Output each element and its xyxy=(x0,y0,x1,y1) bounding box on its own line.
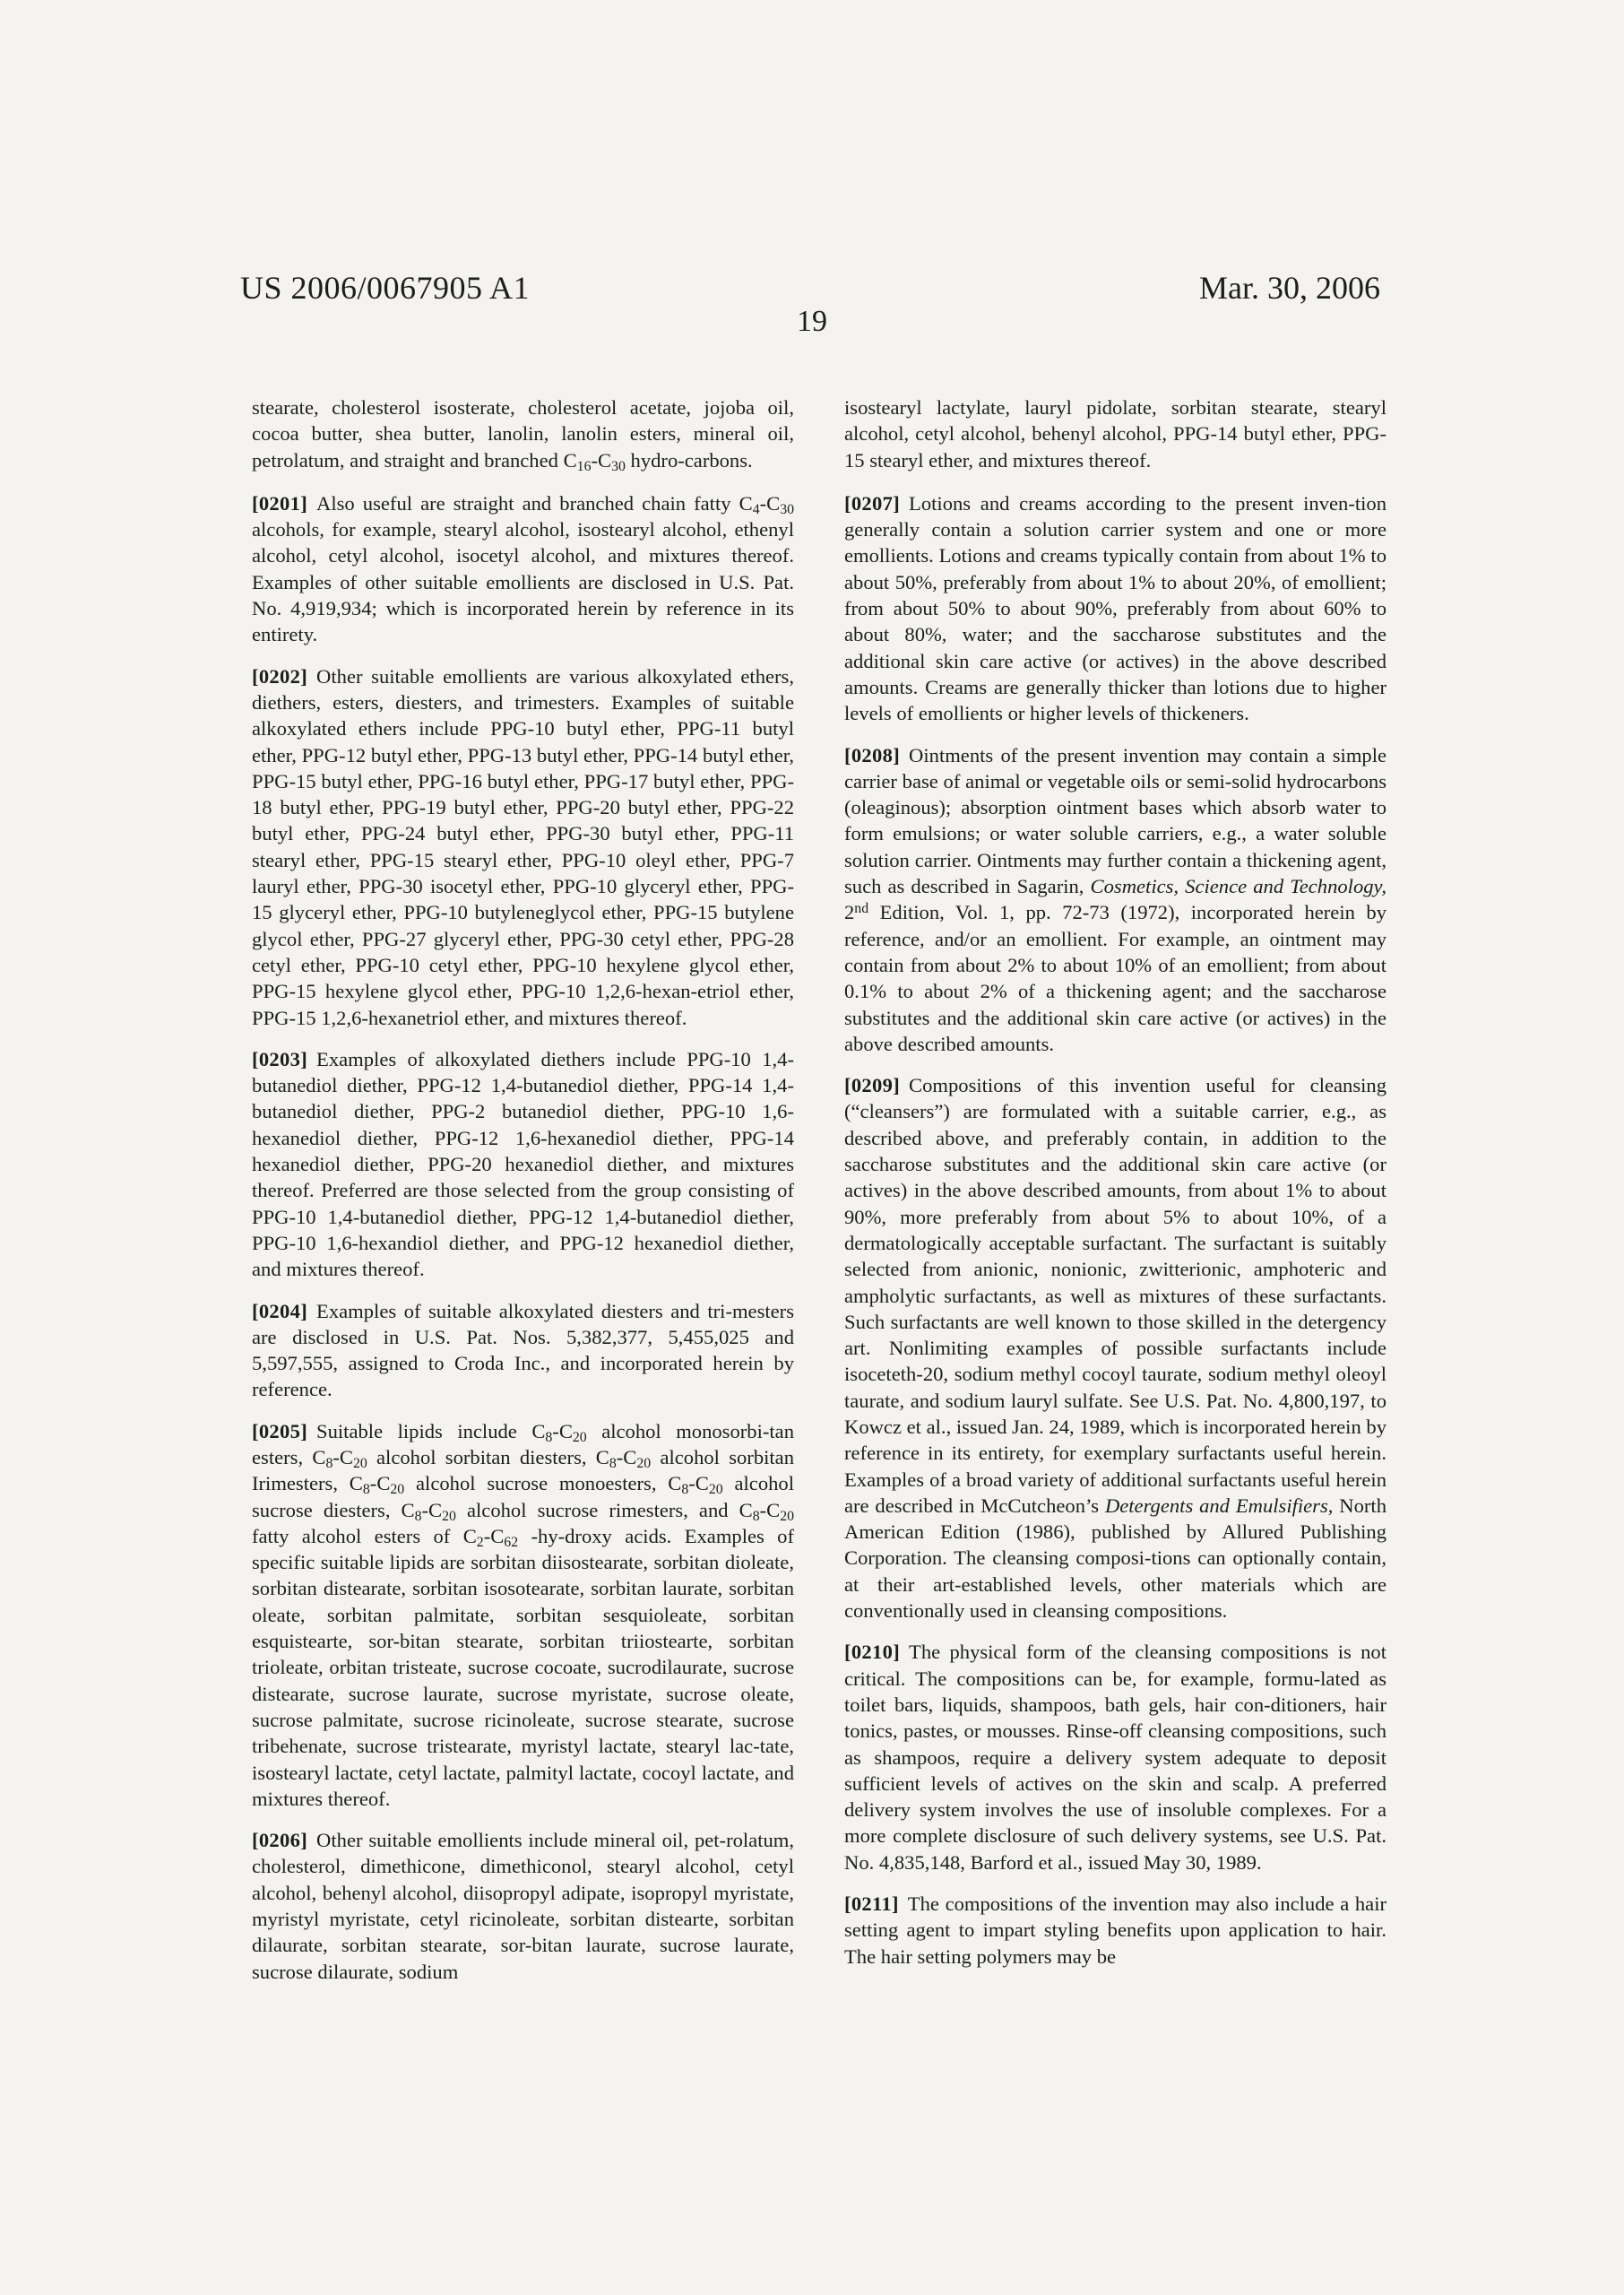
paragraph-text: stearate, cholesterol isosterate, cholesterol acetate, jojoba oil, cocoa butter, shea butter, lanolin, lanolin esters, mineral oil, petrolatum, and straight and branched $C_{16}-C_{30}$ hydro-carbons. xyxy=(252,396,794,474)
paragraph-number: [0211] xyxy=(844,1892,899,1916)
paragraph-0201 xyxy=(252,490,794,648)
paragraph-text: Lotions and creams according to the present inven-tion generally contain a solution carrier system and one or more emollients. Lotions and creams typically contain from about 1% to about 50%, preferably from about 1% to about 20%, of emollient; from about 50% to about 90%, preferably from about 60% to about 80%, water; and the saccharose substitutes and the additional skin care active (or actives) in the above described amounts. Creams are generally thicker than lotions due to higher levels of emollients or higher levels of thickeners. xyxy=(844,491,1386,725)
paragraph-number: [0209] xyxy=(844,1074,901,1097)
paragraph-text: Also useful are straight and branched chain fatty $C_4-C_{30}$ alcohols, for example, stearyl alcohol, isostearyl alcohol, ethenyl alcohol, cetyl alcohol, isocetyl alcohol, and mixtures thereof. Examples of other suitable emollients are disclosed in U.S. Pat. No. 4,919,934; which is incorporated herein by reference in its entirety. xyxy=(252,491,794,646)
publication-date: Mar. 30, 2006 xyxy=(1199,270,1380,306)
paragraph-text: Examples of alkoxylated diethers include PPG-10 1,4-butanediol diether, PPG-12 1,4-butanediol diether, PPG-14 1,4-butanediol diether, PPG-2 butanediol diether, PPG-10 1,6-hexanediol diether, PPG-12 1,6-hexanediol diether, PPG-14 hexanediol diether, PPG-20 hexanediol diether, and mixtures thereof. Preferred are those selected from the group consisting of PPG-10 1,4-butanediol diether, PPG-12 1,4-butanediol diether, PPG-10 1,6-hexandiol diether, and PPG-12 hexanediol diether, and mixtures thereof. xyxy=(252,1047,794,1281)
paragraph-number: [0208] xyxy=(844,743,901,766)
paragraph-text: Compositions of this invention useful for cleansing (“cleansers”) are formulated with a suitable carrier, e.g., as described above, and preferably contain, in addition to the saccharose substitutes and the additional skin care active (or actives) in the above described amounts, from about 1% to about 90%, more preferably from about 5% to about 10%, of a dermatologically acceptable surfactant. The surfactant is suitably selected from anionic, nonionic, zwitterionic, amphoteric and ampholytic surfactants, as well as mixtures of these surfactants. Such surfactants are well known to those skilled in the detergency art. Nonlimiting examples of possible surfactants include isoceteth-20, sodium methyl cocoyl taurate, sodium methyl oleoyl taurate, and sodium lauryl sulfate. See U.S. Pat. No. 4,800,197, to Kowcz et al., issued Jan. 24, 1989, which is incorporated herein by reference in its entirety, for exemplary surfactants useful herein. Examples of a broad variety of additional surfactants useful herein are described in McCutcheon’s Detergents and Emulsifiers, North American Edition (1986), published by Allured Publishing Corporation. The cleansing composi-tions can optionally contain, at their art-established levels, other materials which are conventionally used in cleansing compositions. xyxy=(844,1074,1386,1623)
paragraph-number: [0205] xyxy=(252,1419,308,1442)
paragraph-text: Examples of suitable alkoxylated diesters and tri-mesters are disclosed in U.S. Pat. Nos. 5,382,377, 5,455,025 and 5,597,555, assigned to Croda Inc., and incorporated herein by reference. xyxy=(252,1299,794,1401)
paragraph-number: [0206] xyxy=(252,1829,308,1852)
paragraph-number: [0207] xyxy=(844,491,901,515)
paragraph-text: isostearyl lactylate, lauryl pidolate, sorbitan stearate, stearyl alcohol, cetyl alcohol, behenyl alcohol, PPG-14 butyl ether, PPG-15 stearyl ether, and mixtures thereof. xyxy=(844,396,1386,472)
paragraph-number: [0210] xyxy=(844,1641,901,1664)
paragraph-0207 xyxy=(844,490,1386,727)
paragraph-0210 xyxy=(844,1639,1386,1875)
paragraph-continuation xyxy=(252,394,794,473)
paragraph-number: [0203] xyxy=(252,1047,308,1070)
paragraph-0211 xyxy=(844,1891,1386,1970)
page-number: 19 xyxy=(797,305,827,338)
paragraph-0205 xyxy=(252,1418,794,1812)
paragraph-0206 xyxy=(252,1827,794,1985)
paragraph-continuation xyxy=(844,394,1386,473)
paragraph-text: Other suitable emollients include mineral oil, pet-rolatum, cholesterol, dimethicone, dimethiconol, stearyl alcohol, cetyl alcohol, behenyl alcohol, diisopropyl adipate, isopropyl myristate, myristyl myristate, cetyl ricinoleate, sorbitan distearte, sorbitan dilaurate, sorbitan stearate, sor-bitan laurate, sucrose laurate, sucrose dilaurate, sodium xyxy=(252,1829,794,1983)
paragraph-text: The compositions of the invention may also include a hair setting agent to impart styling benefits upon application to hair. The hair setting polymers may be xyxy=(844,1892,1386,1968)
paragraph-text: Other suitable emollients are various alkoxylated ethers, diethers, esters, diesters, and trimesters. Examples of suitable alkoxylated ethers include PPG-10 butyl ether, PPG-11 butyl ether, PPG-12 butyl ether, PPG-13 butyl ether, PPG-14 butyl ether, PPG-15 butyl ether, PPG-16 butyl ether, PPG-17 butyl ether, PPG-18 butyl ether, PPG-19 butyl ether, PPG-20 butyl ether, PPG-22 butyl ether, PPG-24 butyl ether, PPG-30 butyl ether, PPG-11 stearyl ether, PPG-15 stearyl ether, PPG-10 oleyl ether, PPG-7 lauryl ether, PPG-30 isocetyl ether, PPG-10 glyceryl ether, PPG-15 glyceryl ether, PPG-10 butyleneglycol ether, PPG-15 butylene glycol ether, PPG-27 glyceryl ether, PPG-30 cetyl ether, PPG-28 cetyl ether, PPG-10 cetyl ether, PPG-10 hexylene glycol ether, PPG-15 hexylene glycol ether, PPG-10 1,2,6-hexan-etriol ether, PPG-15 1,2,6-hexanetriol ether, and mixtures thereof. xyxy=(252,664,794,1029)
paragraph-number: [0204] xyxy=(252,1299,308,1322)
paragraph-text: Suitable lipids include $C_8-C_{20}$ alcohol monosorbi-tan esters, $C_8-C_{20}$ alcohol sorbitan diesters, $C_8-C_{20}$ alcohol sorbitan Irimesters, $C_8-C_{20}$ alcohol sucrose monoesters, $C_8-C_{20}$ alcohol sucrose diesters, $C_8-C_{20}$ alcohol sucrose rimesters, and $C_8-C_{20}$ fatty alcohol esters of $C_2-C_{62}$ -hy-droxy acids. Examples of specific suitable lipids are sorbitan diisostearate, sorbitan dioleate, sorbitan distearate, sorbitan isosotearate, sorbitan laurate, sorbitan oleate, sorbitan palmitate, sorbitan sesquioleate, sorbitan esquistearte, sor-bitan stearate, sorbitan triiostearte, sorbitan trioleate, orbitan tristeate, sucrose cocoate, sucrodilaurate, sucrose distearate, sucrose laurate, sucrose myristate, sucrose oleate, sucrose palmitate, sucrose ricinoleate, sucrose stearate, sucrose tribehenate, sucrose tristearate, myristyl lactate, stearyl lac-tate, isostearyl lactate, cetyl lactate, palmityl lactate, cocoyl lactate, and mixtures thereof. xyxy=(252,1419,795,1810)
paragraph-0202 xyxy=(252,663,794,1031)
paragraph-0203 xyxy=(252,1046,794,1283)
paragraph-0208 xyxy=(844,742,1386,1058)
right-text-column xyxy=(844,394,1386,1985)
paragraph-0204 xyxy=(252,1298,794,1403)
paragraph-text: Ointments of the present invention may contain a simple carrier base of animal or vegetable oils or semi-solid hydrocarbons (oleaginous); absorption ointment bases which absorb water to form emulsions; or water soluble carriers, e.g., a water soluble solution carrier. Ointments may further contain a thickening agent, such as described in Sagarin, Cosmetics, Science and Technology, 2nd Edition, Vol. 1, pp. 72-73 (1972), incorporated herein by reference, and/or an emollient. For example, an ointment may contain from about 2% to about 10% of an emollient; from about 0.1% to about 2% of a thickening agent; and the saccharose substitutes and the additional skin care active (or actives) in the above described amounts. xyxy=(844,743,1386,1055)
left-text-column xyxy=(252,394,794,2000)
paragraph-number: [0201] xyxy=(252,491,308,515)
paragraph-number: [0202] xyxy=(252,664,308,688)
paragraph-0209 xyxy=(844,1072,1386,1624)
publication-number: US 2006/0067905 A1 xyxy=(240,270,531,306)
paragraph-text: The physical form of the cleansing compositions is not critical. The compositions can be, for example, formu-lated as toilet bars, liquids, shampoos, bath gels, hair con-ditioners, hair tonics, pastes, or mousses. Rinse-off cleansing compositions, such as shampoos, require a delivery system adequate to deposit sufficient levels of actives on the skin and scalp. A preferred delivery system involves the use of insoluble complexes. For a more complete disclosure of such delivery systems, see U.S. Pat. No. 4,835,148, Barford et al., issued May 30, 1989. xyxy=(844,1641,1386,1874)
